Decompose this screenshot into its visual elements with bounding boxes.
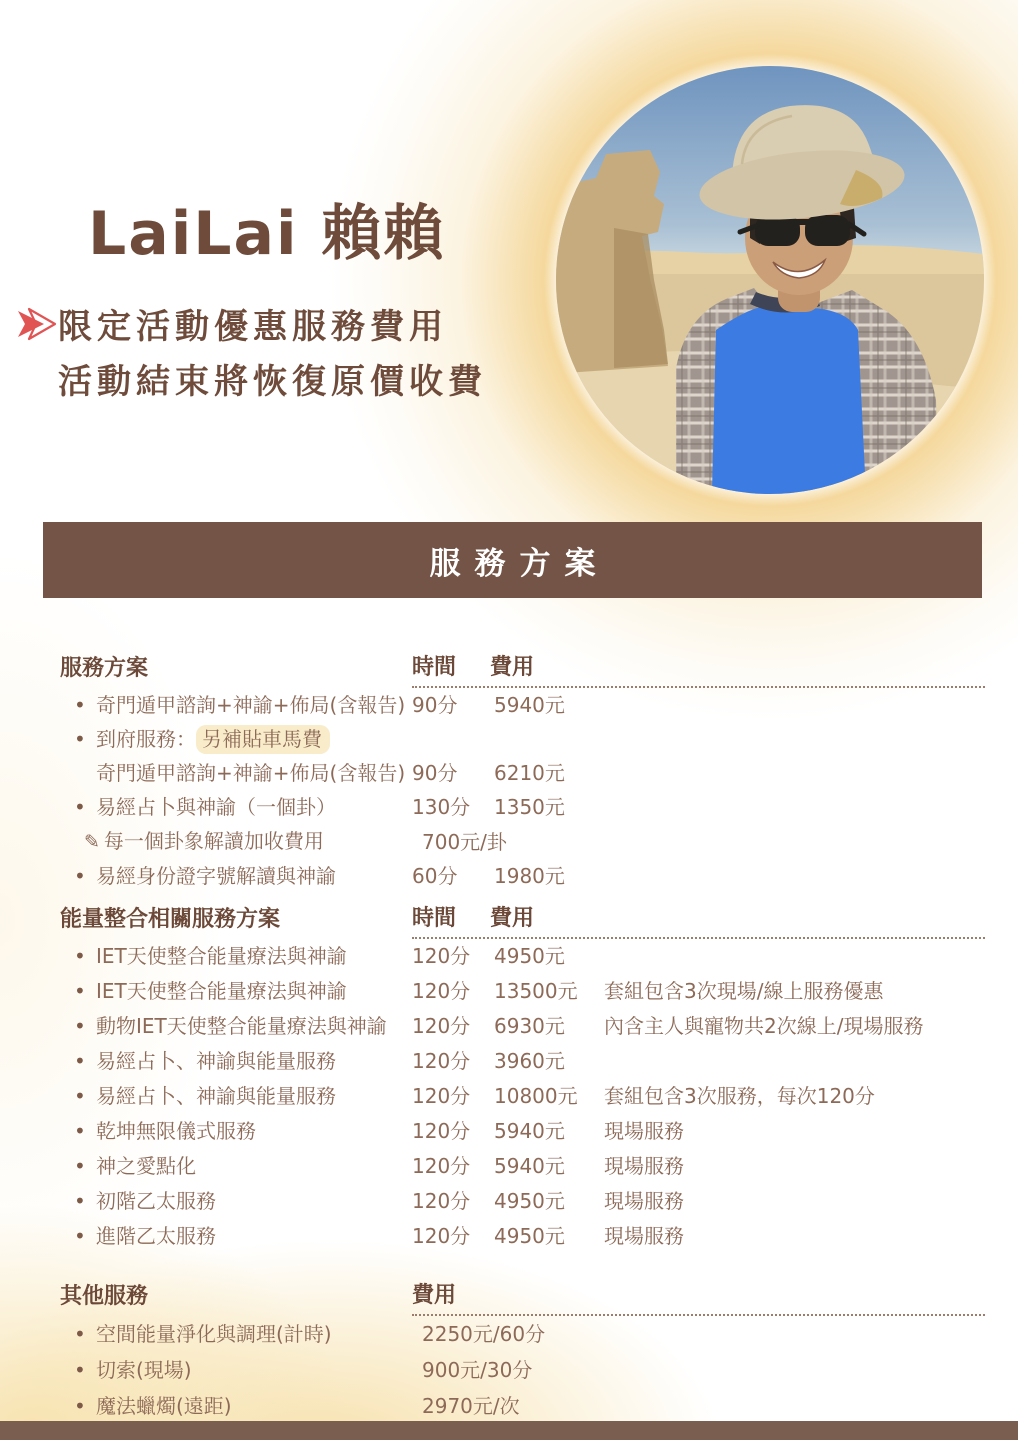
item-label: 奇門遁甲諮詢+神諭+佈局(含報告) — [96, 761, 406, 785]
fee-value: 900元/30分 — [422, 1358, 533, 1382]
footer-bar — [0, 1421, 1018, 1440]
note-text: 現場服務 — [604, 1224, 684, 1248]
time-value: 120分 — [412, 1154, 471, 1178]
note-text: 現場服務 — [604, 1189, 684, 1213]
price-row — [60, 1114, 985, 1149]
time-value: 60分 — [412, 864, 458, 888]
bullet-dot-icon: • — [74, 693, 86, 717]
fee-value: 4950元 — [494, 944, 565, 968]
column-headers — [412, 650, 985, 688]
section-title: 服務方案 — [60, 656, 149, 681]
fee-value: 2970元/次 — [422, 1394, 520, 1418]
price-row — [60, 939, 985, 974]
price-row — [60, 688, 985, 722]
price-row — [60, 824, 985, 859]
time-value: 120分 — [412, 1224, 471, 1248]
bullet-dot-icon: • — [74, 727, 86, 751]
column-label: 時間 — [412, 906, 457, 931]
price-row — [60, 1149, 985, 1184]
price-row — [60, 1009, 985, 1044]
section-header — [60, 1278, 985, 1316]
service-section — [60, 1278, 985, 1424]
item-cell — [60, 790, 412, 824]
item-label: 易經身份證字號解讀與神諭 — [96, 864, 336, 888]
profile-photo — [556, 66, 984, 494]
note-text: 套組包含3次現場/線上服務優惠 — [604, 979, 884, 1003]
bullet-dot-icon: • — [74, 1154, 86, 1178]
promo-line-2: 活動結束將恢復原價收費 — [58, 362, 487, 403]
column-label: 費用 — [412, 1283, 457, 1308]
time-value: 120分 — [412, 1119, 471, 1143]
price-row — [60, 974, 985, 1009]
item-label: IET天使整合能量療法與神諭 — [96, 979, 347, 1003]
section-header — [60, 650, 985, 688]
item-cell — [60, 1184, 412, 1219]
item-label: 魔法蠟燭(遠距) — [96, 1394, 232, 1418]
pricing-table — [60, 650, 985, 1432]
column-label: 時間 — [412, 655, 457, 680]
item-label: 動物IET天使整合能量療法與神諭 — [96, 1014, 387, 1038]
price-row — [60, 1316, 985, 1352]
fee-value: 5940元 — [494, 1154, 565, 1178]
bullet-dot-icon: • — [74, 1322, 86, 1346]
bullet-dot-icon: • — [74, 1014, 86, 1038]
time-value: 120分 — [412, 1049, 471, 1073]
promo-text — [58, 300, 487, 410]
bullet-dot-icon: • — [74, 1084, 86, 1108]
time-value: 120分 — [412, 979, 471, 1003]
price-row — [60, 756, 985, 790]
note-text: 現場服務 — [604, 1154, 684, 1178]
item-label: 神之愛點化 — [96, 1154, 196, 1178]
item-cell — [60, 688, 412, 722]
time-value: 90分 — [412, 693, 458, 717]
price-row — [60, 790, 985, 824]
price-row — [60, 1044, 985, 1079]
bullet-dot-icon: • — [74, 1119, 86, 1143]
fee-value: 2250元/60分 — [422, 1322, 546, 1346]
section-header — [60, 901, 985, 939]
price-row — [60, 1388, 985, 1424]
item-label: 初階乙太服務 — [96, 1189, 216, 1213]
price-row — [60, 1219, 985, 1254]
profile-photo-illustration — [556, 66, 984, 494]
price-row — [60, 722, 985, 756]
price-row — [60, 1079, 985, 1114]
item-label: 易經占卜、神諭與能量服務 — [96, 1049, 336, 1073]
bullet-dot-icon: • — [74, 864, 86, 888]
section-title: 其他服務 — [60, 1284, 149, 1309]
column-label: 費用 — [490, 906, 535, 931]
fee-value: 4950元 — [494, 1189, 565, 1213]
item-cell — [60, 1079, 412, 1114]
section-title: 能量整合相關服務方案 — [60, 907, 281, 932]
promo-arrow-icon — [16, 306, 58, 342]
fee-value: 13500元 — [494, 979, 578, 1003]
item-cell — [60, 1388, 412, 1424]
bullet-dot-icon: • — [74, 979, 86, 1003]
bullet-dot-icon: • — [74, 1224, 86, 1248]
time-value: 90分 — [412, 761, 458, 785]
item-cell — [60, 1316, 412, 1352]
time-value: 130分 — [412, 795, 471, 819]
item-label: 易經占卜、神諭與能量服務 — [96, 1084, 336, 1108]
time-value: 120分 — [412, 944, 471, 968]
item-label: 乾坤無限儀式服務 — [96, 1119, 256, 1143]
item-cell — [60, 1352, 412, 1388]
column-label: 費用 — [490, 655, 535, 680]
item-cell — [60, 1044, 412, 1079]
item-label: 到府服務： — [96, 727, 196, 751]
price-row — [60, 859, 985, 893]
time-value: 120分 — [412, 1084, 471, 1108]
item-cell — [60, 756, 412, 790]
note-text: 現場服務 — [604, 1119, 684, 1143]
item-cell — [60, 939, 412, 974]
column-headers — [412, 1278, 985, 1316]
promo-line-1: 限定活動優惠服務費用 — [58, 307, 448, 347]
item-label: 切索(現場) — [96, 1358, 192, 1382]
item-label: 空間能量淨化與調理(計時) — [96, 1322, 332, 1346]
price-row — [60, 1352, 985, 1388]
bullet-dot-icon: • — [74, 1049, 86, 1073]
item-cell — [60, 859, 412, 893]
time-value: 120分 — [412, 1189, 471, 1213]
fee-value: 5940元 — [494, 693, 565, 717]
item-cell — [60, 1009, 412, 1044]
item-label: 每一個卦象解讀加收費用 — [103, 829, 324, 853]
bullet-dot-icon: • — [74, 1358, 86, 1382]
item-cell — [60, 1149, 412, 1184]
service-section — [60, 901, 985, 1254]
price-row — [60, 1184, 985, 1219]
fee-value: 5940元 — [494, 1119, 565, 1143]
pencil-icon: ✎ — [84, 831, 100, 853]
item-highlight: 另補貼車馬費 — [196, 725, 330, 754]
fee-value: 3960元 — [494, 1049, 565, 1073]
item-cell — [60, 824, 412, 859]
item-label: 進階乙太服務 — [96, 1224, 216, 1248]
item-cell — [60, 722, 412, 756]
service-section — [60, 650, 985, 893]
item-label: 易經占卜與神諭（一個卦） — [96, 795, 336, 819]
fee-value: 4950元 — [494, 1224, 565, 1248]
fee-value: 1980元 — [494, 864, 565, 888]
column-headers — [412, 901, 985, 939]
bullet-dot-icon: • — [74, 1189, 86, 1213]
bullet-dot-icon: • — [74, 795, 86, 819]
item-label: 奇門遁甲諮詢+神諭+佈局(含報告) — [96, 693, 406, 717]
note-text: 套組包含3次服務，每次120分 — [604, 1084, 875, 1108]
fee-value: 700元/卦 — [422, 829, 507, 854]
item-cell — [60, 1114, 412, 1149]
time-value: 120分 — [412, 1014, 471, 1038]
fee-value: 1350元 — [494, 795, 565, 819]
item-label: IET天使整合能量療法與神諭 — [96, 944, 347, 968]
fee-value: 6930元 — [494, 1014, 565, 1038]
fee-value: 10800元 — [494, 1084, 578, 1108]
note-text: 內含主人與寵物共2次線上/現場服務 — [604, 1014, 924, 1038]
bullet-dot-icon: • — [74, 1394, 86, 1418]
item-cell — [60, 974, 412, 1009]
promo-block — [16, 300, 487, 410]
fee-value: 6210元 — [494, 761, 565, 785]
page-title: LaiLai 賴賴 — [88, 199, 446, 269]
section-banner: 服務方案 — [43, 522, 982, 598]
item-cell — [60, 1219, 412, 1254]
bullet-dot-icon: • — [74, 944, 86, 968]
